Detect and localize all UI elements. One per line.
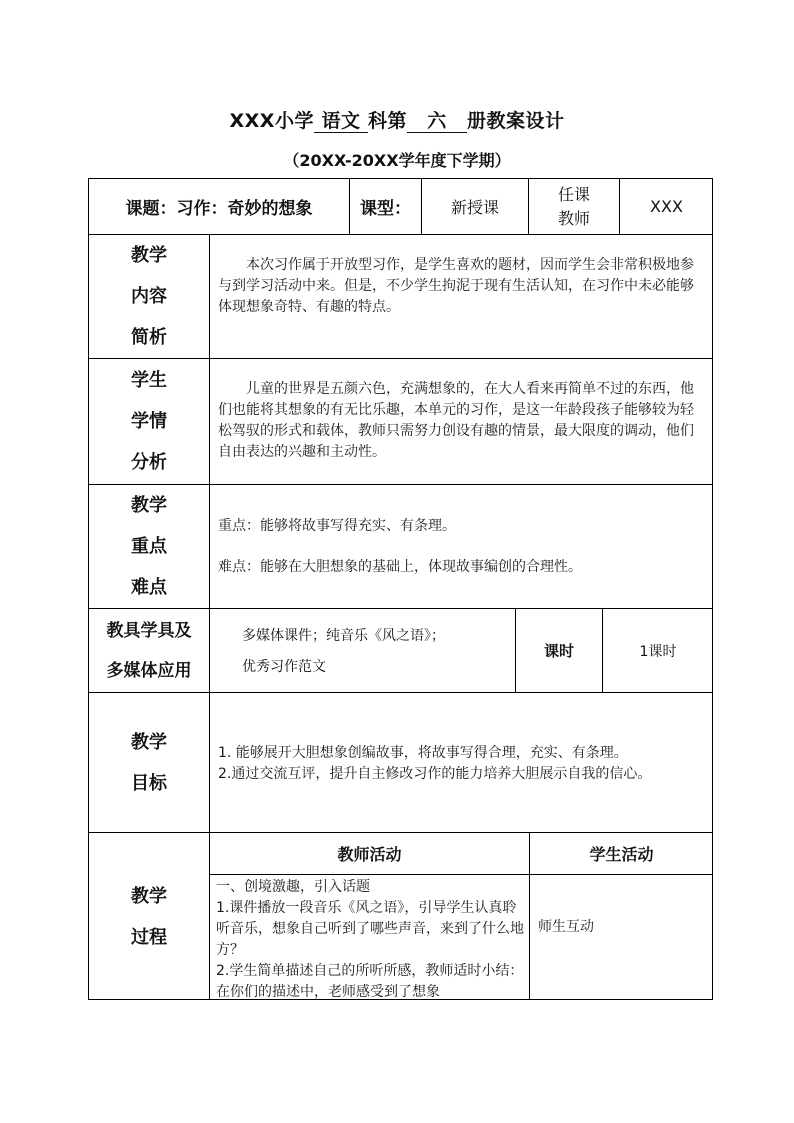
teacher-activity-line-2: 1.课件播放一段音乐《风之语》，引导学生认真聆听音乐，想象自己听到了哪些声音，来到了什么地方？ [216, 900, 524, 958]
teacher-activity-header: 教师活动 [210, 833, 530, 875]
content-label-cell: 教学 内容 简析 [89, 235, 210, 359]
subject-field: 语文 [314, 110, 368, 133]
teacher-activity-line-1: 一、创境激趣，引入话题 [216, 879, 370, 895]
keypoints-text-cell [210, 485, 713, 609]
type-value-cell: 新授课 [422, 179, 529, 235]
students-label-cell: 学生 学情 分析 [89, 359, 210, 485]
process-label-cell: 教学 过程 [89, 833, 210, 1000]
media-label-cell: 教具学具及 多媒体应用 [89, 609, 210, 693]
title-suffix: 册教案设计 [466, 110, 565, 132]
students-text: 儿童的世界是五颜六色，充满想象的，在大人看来再简单不过的东西，他们也能将其想象的有无比乐趣，本单元的习作，是这一年龄段孩子能够较为轻松驾驭的形式和载体，教师只需努力创设有趣的情景，最大限度的调动，他们自由表达的兴趣和主动性。 [218, 381, 694, 460]
teacher-activity-line-3: 2.学生简单描述自己的所听所感，教师适时小结：在你们的描述中，老师感受到了想象 [216, 963, 524, 1000]
difficult-point: 难点：能够在大胆想象的基础上，体现故事编创的合理性。 [218, 559, 582, 575]
teacher-label-cell: 任课 教师 [529, 179, 620, 235]
media-line-1: 多媒体课件；纯音乐《风之语》； [242, 628, 445, 644]
students-text-cell [210, 359, 713, 485]
lesson-plan-table [88, 178, 713, 1000]
content-text: 本次习作属于开放型习作，是学生喜欢的题材，因而学生会非常积极地参与到学习活动中来。但是，不少学生拘泥于现有生活认知，在习作中未必能够体现想象奇特、有趣的特点。 [218, 257, 694, 315]
goal-1: 1. 能够展开大胆想象创编故事，将故事写得合理，充实、有条理。 [218, 745, 628, 761]
document-title [0, 106, 794, 133]
topic-cell: 课题：习作：奇妙的想象 [89, 179, 350, 235]
document-subtitle: （20XX-20XX学年度下学期） [283, 151, 511, 170]
teacher-value-cell: XXX [620, 179, 713, 235]
key-point: 重点：能够将故事写得充实、有条理。 [218, 518, 456, 534]
student-activity-text: 师生互动 [538, 919, 594, 935]
goals-label-cell: 教学 目标 [89, 693, 210, 833]
type-label-cell: 课型： [350, 179, 422, 235]
hours-label-cell: 课时 [516, 609, 603, 693]
school-name: XXX小学 [229, 110, 314, 132]
goal-2: 2.通过交流互评，提升自主修改习作的能力培养大胆展示自我的信心。 [218, 766, 652, 782]
hours-value-cell: 1课时 [603, 609, 713, 693]
media-text-cell [210, 609, 516, 693]
goals-text-cell [210, 693, 713, 833]
title-mid: 科第 [367, 110, 407, 132]
student-activity-header: 学生活动 [530, 833, 713, 875]
teacher-activity-cell [210, 875, 530, 1000]
media-line-2: 优秀习作范文 [242, 659, 326, 675]
content-text-cell [210, 235, 713, 359]
keypoints-label-cell: 教学 重点 难点 [89, 485, 210, 609]
student-activity-cell [530, 875, 713, 1000]
volume-field: 六 [407, 110, 467, 133]
